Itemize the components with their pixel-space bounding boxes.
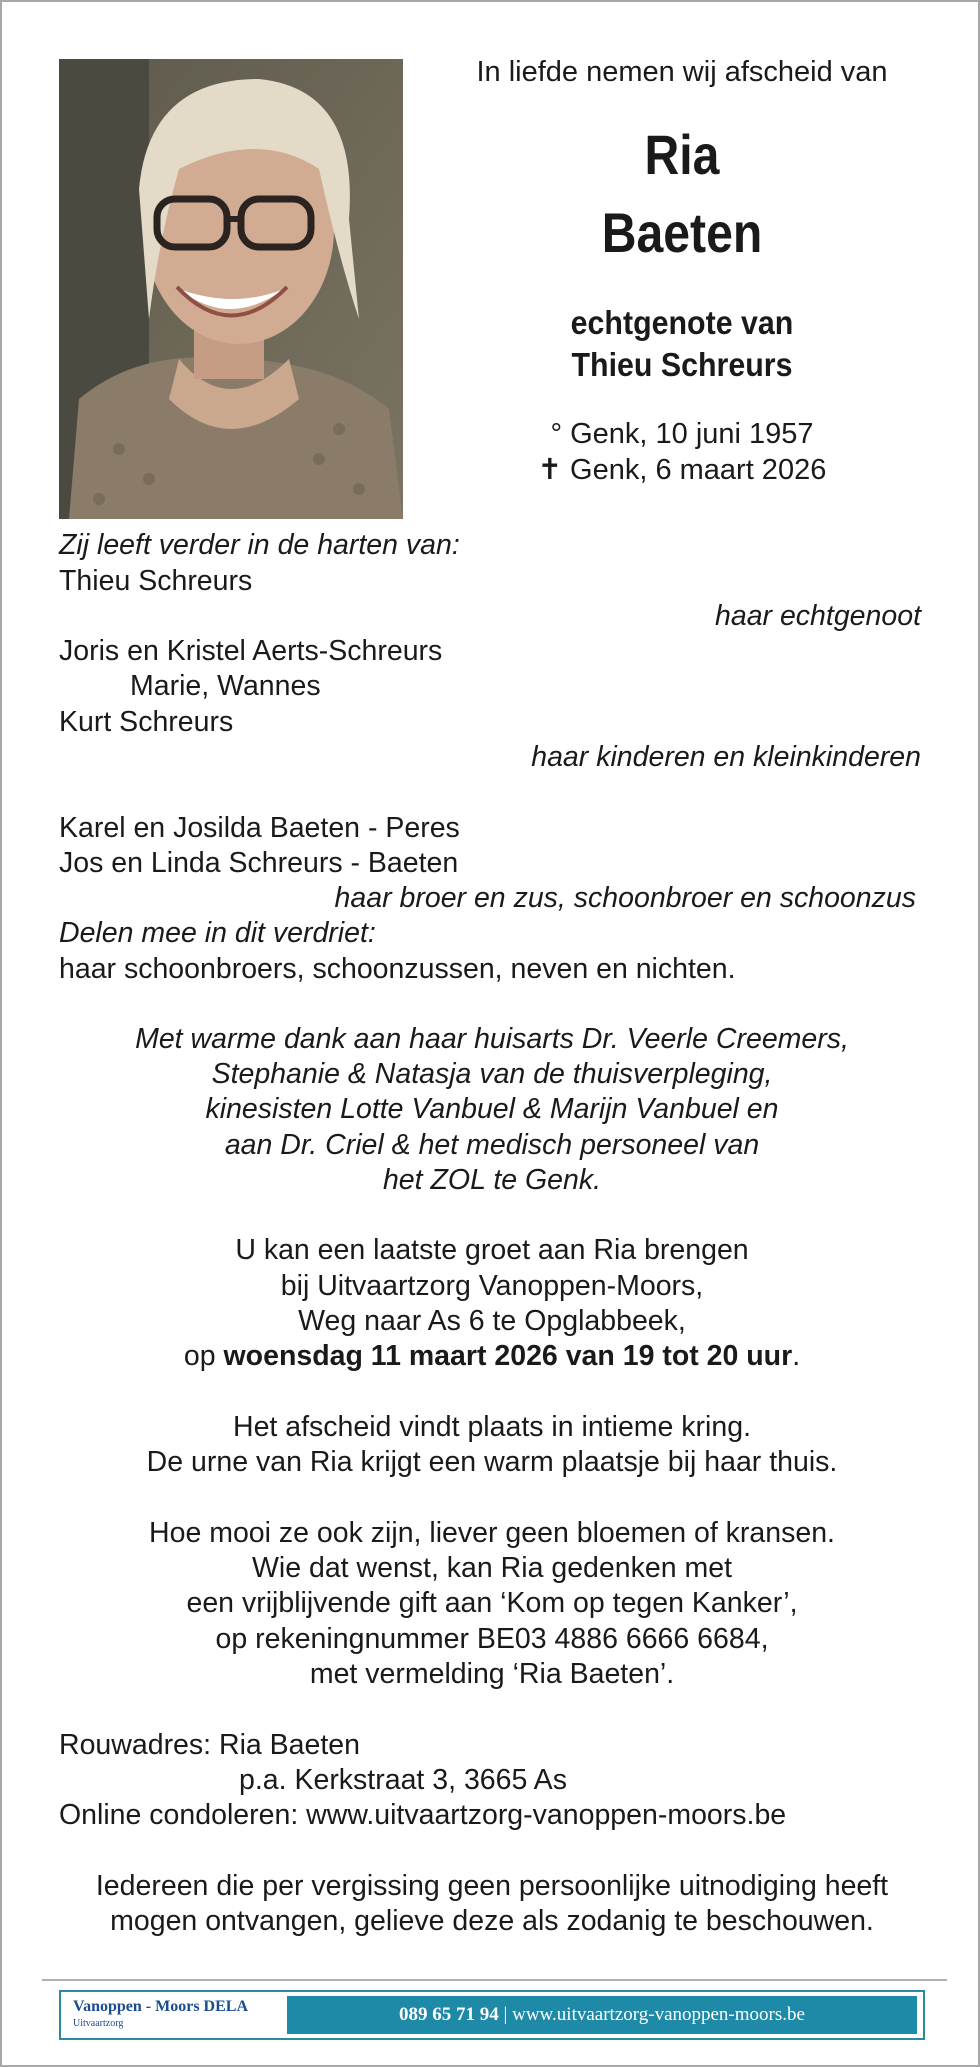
- header-block: [432, 52, 932, 488]
- contact-bar: [287, 1996, 917, 2034]
- donation-line: op rekeningnummer BE03 4886 6666 6684,: [215, 1623, 769, 1655]
- logo-subtitle: Uitvaartzorg: [73, 2018, 124, 2029]
- thanks-line: Met warme dank aan haar huisarts Dr. Veerle Creemers,: [135, 1023, 849, 1055]
- first-name: Ria: [644, 123, 720, 186]
- thanks-line: het ZOL te Genk.: [382, 1164, 602, 1196]
- relation-text: echtgenote van: [570, 304, 794, 341]
- family-grandchildren: Marie, Wannes: [130, 670, 321, 702]
- condolence-line: Online condoleren: www.uitvaartzorg-vanoppen-moors.be: [59, 1799, 787, 1831]
- visit-line: bij Uitvaartzorg Vanoppen-Moors,: [280, 1270, 704, 1302]
- family-child-1: Joris en Kristel Aerts-Schreurs: [59, 635, 443, 667]
- deceased-name: [467, 116, 897, 272]
- last-name: Baeten: [601, 201, 763, 264]
- thanks-line: aan Dr. Criel & het medisch personeel van: [224, 1129, 760, 1161]
- birth-date: ° Genk, 10 juni 1957: [550, 418, 814, 450]
- portrait-photo: [59, 59, 403, 519]
- family-sibling-1: Karel en Josilda Baeten - Peres: [59, 812, 460, 844]
- spouse-role: haar echtgenoot: [715, 600, 921, 632]
- visit-prefix: op: [183, 1340, 216, 1372]
- footer-divider: [42, 1979, 947, 1981]
- thanks-line: kinesisten Lotte Vanbuel & Marijn Vanbuel en: [205, 1093, 779, 1125]
- portrait-illustration: [59, 59, 403, 519]
- share-heading: Delen mee in dit verdriet:: [59, 917, 376, 949]
- family-sibling-2: Jos en Linda Schreurs - Baeten: [59, 847, 459, 879]
- family-heading: Zij leeft verder in de harten van:: [59, 529, 460, 561]
- life-dates: [432, 416, 932, 488]
- spouse-name: Thieu Schreurs: [571, 346, 793, 383]
- funeral-home-logo: [73, 1997, 248, 2031]
- thanks-line: Stephanie & Natasja van de thuisverpleging,: [211, 1058, 773, 1090]
- visit-datetime: woensdag 11 maart 2026 van 19 tot 20 uur: [223, 1340, 793, 1372]
- family-spouse: Thieu Schreurs: [59, 565, 253, 597]
- donation-line: Wie dat wenst, kan Ria gedenken met: [251, 1552, 732, 1584]
- website-link[interactable]: www.uitvaartzorg-vanoppen-moors.be: [512, 2004, 805, 2025]
- contact-separator: |: [503, 2004, 508, 2025]
- visit-line: Weg naar As 6 te Opglabbeek,: [298, 1305, 686, 1337]
- footer-banner: [59, 1990, 925, 2040]
- donation-line: een vrijblijvende gift aan ‘Kom op tegen Kanker’,: [186, 1587, 798, 1619]
- notice-line: Iedereen die per vergissing geen persoonlijke uitnodiging heeft: [95, 1870, 889, 1902]
- notice-line: mogen ontvangen, gelieve deze als zodanig te beschouwen.: [110, 1905, 874, 1937]
- logo-title: Vanoppen - Moors DELA: [73, 1998, 248, 2015]
- phone-number[interactable]: 089 65 71 94: [399, 2004, 499, 2025]
- family-child-2: Kurt Schreurs: [59, 706, 234, 738]
- farewell-line: De urne van Ria krijgt een warm plaatsje bij haar thuis.: [146, 1446, 838, 1478]
- visit-line: U kan een laatste groet aan Ria brengen: [235, 1234, 749, 1266]
- visit-suffix: .: [792, 1340, 801, 1372]
- donation-line: met vermelding ‘Ria Baeten’.: [309, 1658, 675, 1690]
- spouse-block: [452, 302, 912, 386]
- death-date: ✝ Genk, 6 maart 2026: [537, 454, 827, 486]
- siblings-role: haar broer en zus, schoonbroer en schoonzus: [334, 882, 916, 914]
- farewell-line: Het afscheid vindt plaats in intieme kring.: [232, 1411, 751, 1443]
- intro-text: In liefde nemen wij afscheid van: [476, 56, 888, 88]
- visit-date-line: [42, 1338, 942, 1374]
- children-role: haar kinderen en kleinkinderen: [531, 741, 921, 773]
- address-line: p.a. Kerkstraat 3, 3665 As: [239, 1764, 567, 1796]
- address-line: Rouwadres: Ria Baeten: [59, 1729, 361, 1761]
- share-text: haar schoonbroers, schoonzussen, neven en nichten.: [59, 953, 736, 985]
- donation-line: Hoe mooi ze ook zijn, liever geen bloemen of kransen.: [149, 1517, 835, 1549]
